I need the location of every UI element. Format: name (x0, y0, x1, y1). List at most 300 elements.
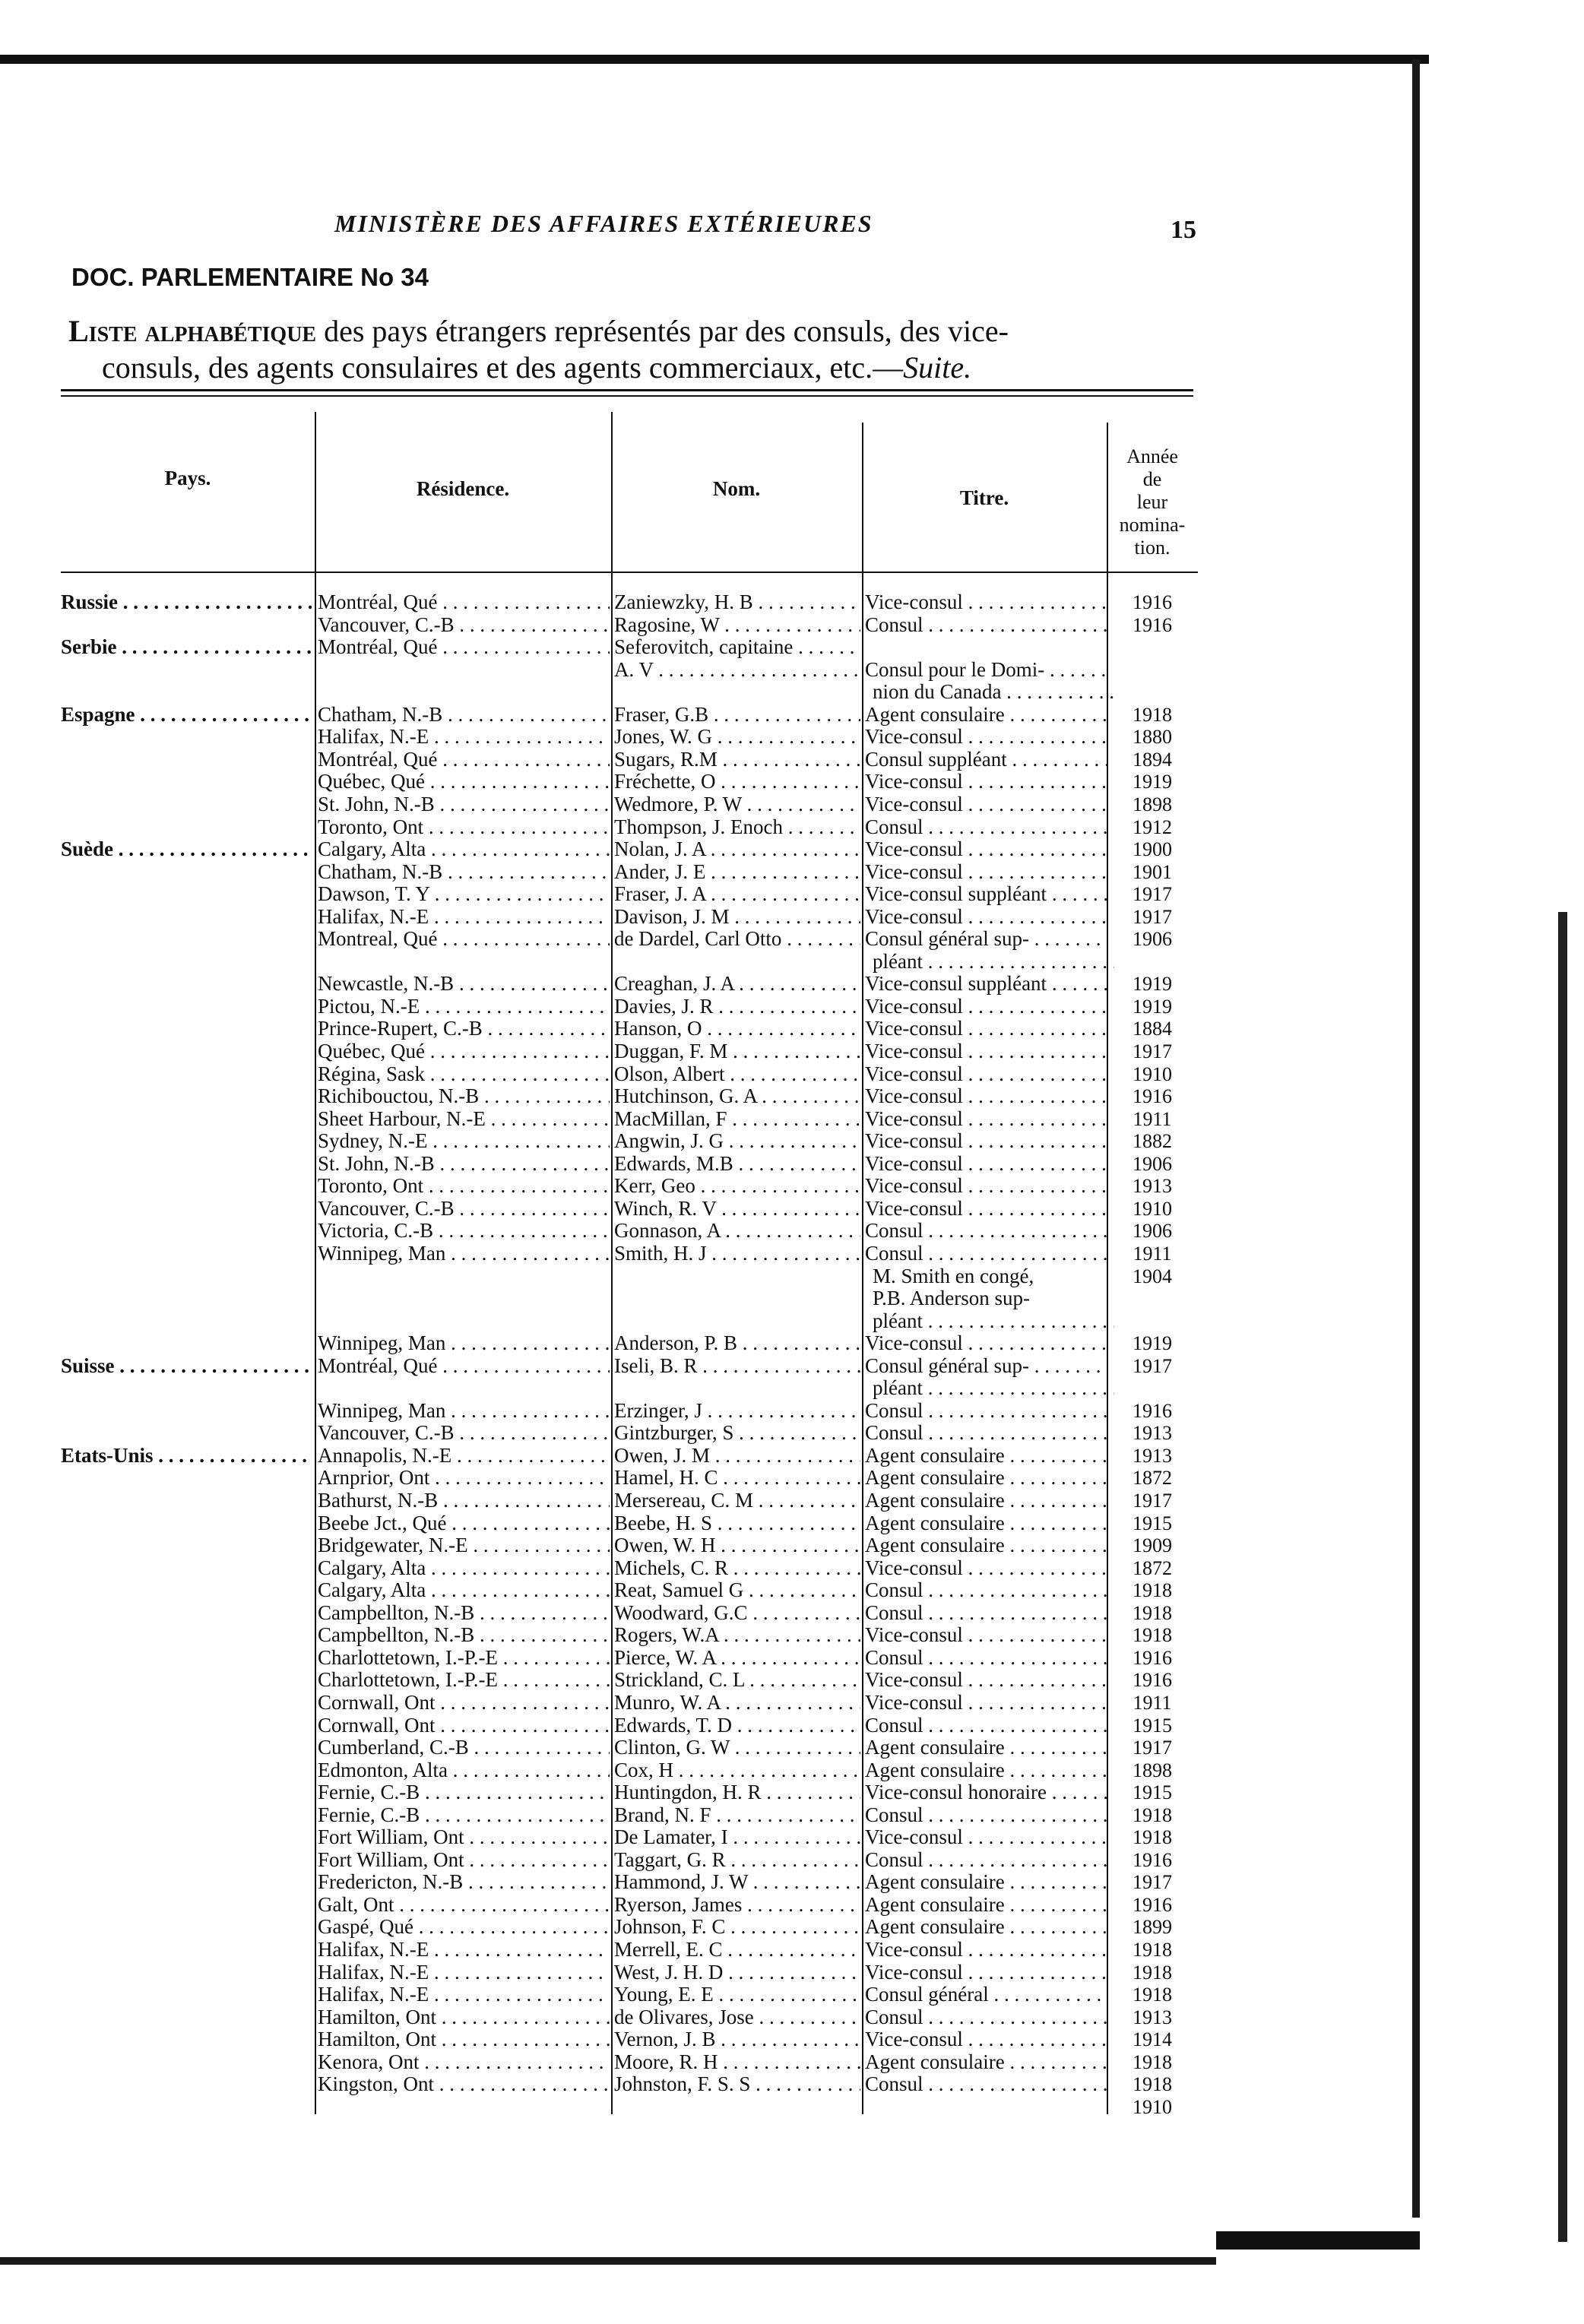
cell-residence (318, 1579, 610, 1601)
cell-year (1107, 861, 1198, 883)
year-text: 1915 (1133, 1714, 1172, 1737)
year-text: 1912 (1133, 815, 1172, 838)
cell-year (1107, 1153, 1198, 1175)
residence-text: Montréal, Qué (318, 748, 438, 771)
title-text: Vice-consul (865, 905, 963, 928)
year-text: 1882 (1133, 1130, 1172, 1153)
cell-residence (318, 1894, 610, 1916)
cell-title (865, 1894, 1107, 1916)
cell-name (614, 1669, 860, 1691)
cell-title (865, 1512, 1107, 1534)
cell-residence (318, 1624, 610, 1646)
cell-title (865, 1804, 1107, 1826)
cell-name (614, 1534, 860, 1556)
residence-text: Dawson, T. Y (318, 883, 429, 906)
cell-residence (318, 726, 610, 748)
cell-residence (318, 2073, 610, 2095)
year-text: 1917 (1133, 1737, 1172, 1759)
cell-year (1107, 1624, 1198, 1646)
cell-title (865, 861, 1107, 883)
cell-residence (318, 1400, 610, 1422)
title-text: Vice-consul (865, 1669, 963, 1692)
country-text: Suède (61, 838, 114, 861)
title-text: Consul (865, 1848, 923, 1871)
cell-residence (318, 1243, 610, 1265)
title-text: Vice-consul (865, 860, 963, 883)
cell-year (1107, 1715, 1198, 1737)
cell-name (614, 1984, 860, 2006)
year-text: 1904 (1133, 1265, 1172, 1287)
cell-residence (318, 1849, 610, 1871)
cell-year (1107, 1804, 1198, 1826)
residence-text: Québec, Qué (318, 1040, 425, 1062)
residence-text: Winnipeg, Man (318, 1242, 446, 1265)
cell-title (865, 973, 1107, 995)
name-text: Seferovitch, capitaine (614, 636, 794, 659)
cell-title (865, 2006, 1107, 2028)
cell-name (614, 1063, 860, 1085)
title-text: Consul général sup- (865, 1354, 1029, 1377)
title-text: pléant (873, 1377, 923, 1400)
title-text: Vice-consul (865, 1939, 963, 1961)
cell-residence (318, 1715, 610, 1737)
cell-residence (318, 1781, 610, 1803)
year-text: 1914 (1133, 2028, 1172, 2051)
cell-year (1107, 928, 1198, 950)
residence-text: Hamilton, Ont (318, 2028, 436, 2051)
year-text: 1917 (1133, 1871, 1172, 1894)
year-text: 1884 (1133, 1018, 1172, 1040)
cell-year (1107, 1040, 1198, 1062)
cell-year (1107, 1355, 1198, 1377)
cell-country (61, 636, 312, 658)
title-text: Vice-consul (865, 995, 963, 1018)
name-text: Munro, W. A (614, 1691, 721, 1714)
name-text: Edwards, M.B (614, 1152, 733, 1175)
cell-name (614, 928, 860, 950)
cell-name (614, 1849, 860, 1871)
name-text: West, J. H. D (614, 1961, 724, 1984)
cell-title (865, 1130, 1107, 1152)
title-text: Agent consulaire (865, 703, 1005, 726)
residence-text: Winnipeg, Man (318, 1399, 446, 1422)
title-text: Agent consulaire (865, 2050, 1005, 2073)
title-text: Consul (865, 1579, 923, 1602)
residence-text: Vancouver, C.-B (318, 613, 455, 636)
cell-name (614, 1961, 860, 1984)
cell-residence (318, 1040, 610, 1062)
country-text: Etats-Unis (61, 1444, 154, 1467)
year-text: 1915 (1133, 1512, 1172, 1534)
name-text: Strickland, C. L (614, 1669, 745, 1692)
title-text: Vice-consul (865, 591, 963, 613)
cell-residence (318, 749, 610, 771)
title-text: Consul (865, 1242, 923, 1265)
cell-title (865, 951, 1114, 973)
list-title-line2 (68, 350, 1209, 386)
cell-name (614, 614, 860, 636)
country-text: Serbie (61, 636, 117, 659)
cell-name (614, 1175, 860, 1197)
cell-title (865, 726, 1107, 748)
cell-name (614, 973, 860, 995)
name-text: Olson, Albert (614, 1062, 725, 1085)
cell-year (1107, 1961, 1198, 1984)
cell-name (614, 726, 860, 748)
cell-residence (318, 1826, 610, 1848)
column-header-country: Pays. (164, 467, 211, 489)
name-text: Fraser, J. A (614, 883, 706, 906)
residence-text: Régina, Sask (318, 1062, 425, 1085)
cell-year (1107, 2028, 1198, 2050)
cell-year (1107, 1669, 1198, 1691)
name-text: Pierce, W. A (614, 1646, 716, 1669)
cell-country (61, 704, 312, 726)
cell-residence (318, 1422, 610, 1444)
title-text: Agent consulaire (865, 1467, 1005, 1490)
name-text: Owen, J. M (614, 1444, 710, 1467)
year-text: 1919 (1133, 973, 1172, 996)
cell-name (614, 1939, 860, 1961)
running-head: MINISTÈRE DES AFFAIRES EXTÉRIEURES (334, 210, 873, 237)
title-text: Vice-consul (865, 838, 963, 861)
cell-residence (318, 1916, 610, 1938)
cell-residence (318, 2006, 610, 2028)
residence-text: Montreal, Qué (318, 928, 438, 951)
title-text: Vice-consul (865, 1691, 963, 1714)
year-text: 1910 (1133, 1197, 1172, 1220)
name-text: Hammond, J. W (614, 1871, 749, 1894)
cell-title (865, 883, 1107, 905)
year-text: 1894 (1133, 748, 1172, 771)
cell-year (1107, 1894, 1198, 1916)
year-text: 1919 (1133, 995, 1172, 1018)
residence-text: Halifax, N.-E (318, 1984, 429, 2006)
title-text: pléant (873, 1309, 923, 1332)
cell-year (1107, 996, 1198, 1018)
cell-residence (318, 1355, 610, 1377)
residence-text: Arnprior, Ont (318, 1467, 430, 1490)
cell-name (614, 2051, 860, 2073)
residence-text: Halifax, N.-E (318, 1939, 429, 1961)
title-text: Consul (865, 1601, 923, 1624)
year-header-line: de (1142, 468, 1162, 490)
cell-residence (318, 1108, 610, 1130)
name-text: de Dardel, Carl Otto (614, 928, 782, 951)
year-text: 1916 (1133, 1399, 1172, 1422)
residence-text: Chatham, N.-B (318, 703, 443, 726)
cell-residence (318, 1804, 610, 1826)
year-text: 1918 (1133, 1826, 1172, 1849)
title-text: Agent consulaire (865, 1893, 1005, 1916)
name-text: Clinton, G. W (614, 1737, 730, 1759)
cell-title (865, 1310, 1114, 1332)
title-text: Vice-consul (865, 1040, 963, 1062)
cell-name (614, 2073, 860, 2095)
year-text: 1917 (1133, 905, 1172, 928)
cell-title (865, 1332, 1107, 1354)
cell-year (1107, 1490, 1198, 1512)
name-text: Davies, J. R (614, 995, 714, 1018)
year-text: 1916 (1133, 1669, 1172, 1692)
cell-name (614, 1445, 860, 1467)
year-text: 1901 (1133, 860, 1172, 883)
cell-year (1107, 1400, 1198, 1422)
year-text: 1900 (1133, 838, 1172, 861)
cell-title (865, 681, 1114, 703)
title-text: Vice-consul (865, 793, 963, 815)
title-text: Consul général sup- (865, 928, 1029, 951)
cell-year (1107, 1130, 1198, 1152)
cell-name (614, 883, 860, 905)
cell-name (614, 2006, 860, 2028)
cell-residence (318, 928, 610, 950)
cell-name (614, 1804, 860, 1826)
name-text: Cox, H (614, 1759, 674, 1781)
list-title-lead: Liste alphabétique (68, 314, 317, 348)
cell-name (614, 1781, 860, 1803)
cell-title (865, 1490, 1107, 1512)
name-text: Woodward, G.C (614, 1601, 748, 1624)
name-text: Erzinger, J (614, 1399, 702, 1422)
cell-title (865, 1692, 1107, 1714)
year-text: 1916 (1133, 1646, 1172, 1669)
year-header-line: Année (1126, 445, 1178, 467)
cell-year (1107, 973, 1198, 995)
cell-title (865, 749, 1107, 771)
cell-country (61, 1355, 312, 1377)
cell-name (614, 1153, 860, 1175)
year-text: 1918 (1133, 2073, 1172, 2096)
title-text: Agent consulaire (865, 1534, 1005, 1557)
year-text: 1911 (1133, 1107, 1172, 1130)
cell-residence (318, 614, 610, 636)
list-title-line2-text: consuls, des agents consulaires et des agents commerciaux, etc.— (102, 350, 904, 385)
cell-residence (318, 1961, 610, 1984)
cell-year (1107, 1871, 1198, 1893)
title-text: Consul pour le Domi- (865, 658, 1045, 681)
title-text: Agent consulaire (865, 1490, 1005, 1512)
page-number: 15 (1171, 216, 1196, 244)
residence-text: Gaspé, Qué (318, 1916, 413, 1939)
year-text: 1906 (1133, 1152, 1172, 1175)
year-text: 1906 (1133, 928, 1172, 951)
cell-year (1107, 1198, 1198, 1220)
residence-text: Richibouctou, N.-B (318, 1085, 480, 1108)
cell-year (1107, 2006, 1198, 2028)
cell-title (865, 793, 1107, 815)
title-text: Vice-consul suppléant (865, 883, 1047, 906)
cell-residence (318, 1534, 610, 1556)
cell-title (865, 996, 1107, 1018)
scan-border-bottom-corner (1216, 2231, 1420, 2250)
title-text: Vice-consul (865, 1062, 963, 1085)
year-text: 1918 (1133, 2050, 1172, 2073)
country-text: Espagne (61, 703, 135, 726)
year-text: 1913 (1133, 1422, 1172, 1445)
cell-title (865, 816, 1107, 838)
title-rule-bottom (61, 395, 1193, 397)
name-text: Davison, J. M (614, 905, 730, 928)
year-text: 1918 (1133, 703, 1172, 726)
cell-year (1107, 816, 1198, 838)
residence-text: Galt, Ont (318, 1893, 394, 1916)
title-text: Vice-consul (865, 2028, 963, 2051)
name-text: MacMillan, F (614, 1107, 727, 1130)
name-text: Anderson, P. B (614, 1332, 738, 1355)
cell-year (1107, 591, 1198, 613)
cell-name (614, 1916, 860, 1938)
cell-year (1107, 1063, 1198, 1085)
cell-title (865, 1579, 1107, 1601)
name-text: Kerr, Geo (614, 1175, 695, 1198)
residence-text: Sydney, N.-E (318, 1130, 428, 1153)
year-text: 1919 (1133, 771, 1172, 793)
cell-year (1107, 614, 1198, 636)
name-text: De Lamater, I (614, 1826, 728, 1849)
residence-text: Vancouver, C.-B (318, 1422, 455, 1445)
cell-name (614, 1130, 860, 1152)
cell-year (1107, 1557, 1198, 1579)
cell-name (614, 1198, 860, 1220)
cell-name (614, 771, 860, 793)
residence-text: Cumberland, C.-B (318, 1737, 469, 1759)
name-text: Wedmore, P. W (614, 793, 742, 815)
residence-text: Fernie, C.-B (318, 1803, 420, 1826)
cell-year (1107, 726, 1198, 748)
residence-text: Bridgewater, N.-E (318, 1534, 468, 1557)
cell-year (1107, 1445, 1198, 1467)
country-text: Russie (61, 591, 119, 613)
title-text: Consul (865, 2073, 923, 2096)
cell-residence (318, 1130, 610, 1152)
title-text: Vice-consul (865, 1018, 963, 1040)
cell-year (1107, 771, 1198, 793)
year-text: 1916 (1133, 1893, 1172, 1916)
country-text: Suisse (61, 1354, 115, 1377)
cell-name (614, 1108, 860, 1130)
cell-title (865, 906, 1107, 928)
cell-residence (318, 1467, 610, 1489)
cell-residence (318, 1175, 610, 1197)
residence-text: Montréal, Qué (318, 1354, 438, 1377)
title-text: Vice-consul (865, 1130, 963, 1153)
cell-residence (318, 1332, 610, 1354)
cell-residence (318, 1602, 610, 1624)
title-text: pléant (873, 950, 923, 973)
cell-year (1107, 1602, 1198, 1624)
cell-name (614, 1400, 860, 1422)
cell-year (1107, 793, 1198, 815)
cell-name (614, 793, 860, 815)
title-text: Vice-consul (865, 726, 963, 749)
cell-residence (318, 1490, 610, 1512)
year-text: 1917 (1133, 883, 1172, 906)
cell-residence (318, 636, 610, 658)
cell-title (865, 704, 1107, 726)
scan-edge-right (1558, 912, 1567, 2242)
cell-residence (318, 1984, 610, 2006)
cell-year (1107, 704, 1198, 726)
cell-title (865, 1287, 1114, 1309)
cell-name (614, 704, 860, 726)
cell-title (865, 1826, 1107, 1848)
residence-text: Kenora, Ont (318, 2050, 420, 2073)
cell-residence (318, 1871, 610, 1893)
cell-name (614, 1692, 860, 1714)
cell-title (865, 1602, 1107, 1624)
year-text: 1899 (1133, 1916, 1172, 1939)
name-text: Creaghan, J. A (614, 973, 734, 996)
cell-residence (318, 838, 610, 860)
cell-residence (318, 2028, 610, 2050)
cell-year (1107, 883, 1198, 905)
name-text: Johnson, F. C (614, 1916, 726, 1939)
residence-text: Calgary, Alta (318, 1556, 426, 1579)
name-text: Young, E. E (614, 1984, 714, 2006)
name-text: Beebe, H. S (614, 1512, 712, 1534)
cell-year (1107, 1647, 1198, 1669)
title-text: Vice-consul (865, 1826, 963, 1849)
cell-title (865, 1377, 1114, 1399)
cell-name (614, 1085, 860, 1107)
year-text: 1916 (1133, 1848, 1172, 1871)
residence-text: St. John, N.-B (318, 793, 435, 815)
cell-title (865, 1220, 1107, 1242)
year-text: 1910 (1133, 2095, 1172, 2118)
title-text: Vice-consul (865, 1332, 963, 1355)
year-text: 1913 (1133, 1175, 1172, 1198)
cell-title (865, 1534, 1107, 1556)
cell-year (1107, 906, 1198, 928)
year-text: 1911 (1133, 1691, 1172, 1714)
cell-name (614, 2028, 860, 2050)
cell-residence (318, 883, 610, 905)
cell-title (865, 2073, 1107, 2095)
cell-name (614, 1759, 860, 1781)
residence-text: Charlottetown, I.-P.-E (318, 1646, 498, 1669)
residence-text: Kingston, Ont (318, 2073, 435, 2096)
residence-text: Newcastle, N.-B (318, 973, 455, 996)
residence-text: Halifax, N.-E (318, 905, 429, 928)
residence-text: Pictou, N.-E (318, 995, 420, 1018)
residence-text: Toronto, Ont (318, 1175, 424, 1198)
cell-residence (318, 996, 610, 1018)
name-text: Duggan, F. M (614, 1040, 728, 1062)
cell-residence (318, 861, 610, 883)
cell-year (1107, 2096, 1198, 2118)
cell-title (865, 1198, 1107, 1220)
cell-title (865, 1018, 1107, 1040)
scan-border-bottom (0, 2257, 1216, 2265)
cell-name (614, 1355, 860, 1377)
cell-residence (318, 816, 610, 838)
year-text: 1918 (1133, 1803, 1172, 1826)
year-header-line: tion. (1134, 537, 1171, 559)
cell-title (865, 1916, 1107, 1938)
cell-name (614, 591, 860, 613)
cell-name (614, 1018, 860, 1040)
cell-title (865, 1175, 1107, 1197)
cell-name (614, 1737, 860, 1759)
cell-name (614, 1422, 860, 1444)
cell-name (614, 816, 860, 838)
title-text: Consul suppléant (865, 748, 1007, 771)
cell-name (614, 1826, 860, 1848)
name-text: Jones, W. G (614, 726, 713, 749)
cell-residence (318, 1063, 610, 1085)
name-text: Merrell, E. C (614, 1939, 723, 1961)
